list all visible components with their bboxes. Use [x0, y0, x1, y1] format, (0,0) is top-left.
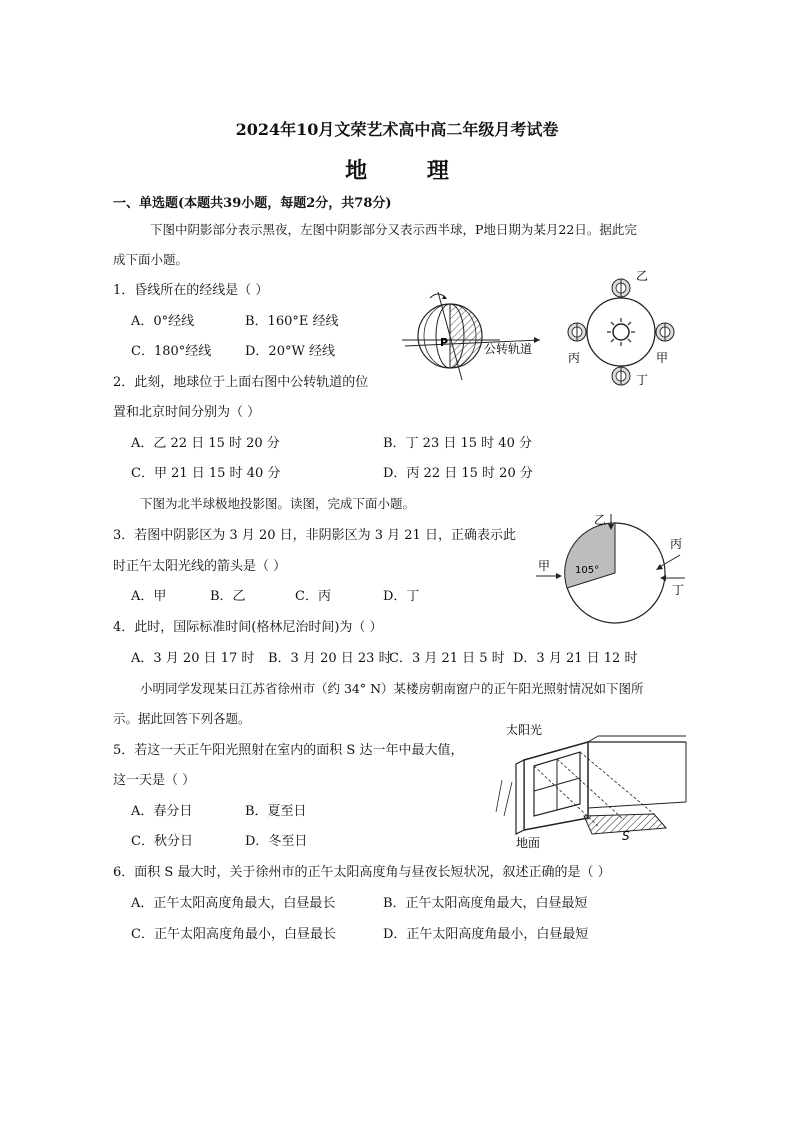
- q5-option-c: C．秋分日: [131, 834, 193, 849]
- q5-stem-line1: 5．若这一天正午阳光照射在室内的面积 S 达一年中最大值，: [113, 743, 464, 758]
- q2-option-c: C．甲 21 日 15 时 40 分: [131, 466, 281, 481]
- q5-stem-line2: 这一天是（ ）: [113, 773, 196, 788]
- globe-p-label: P: [440, 336, 449, 349]
- q2-option-a: A．乙 22 日 15 时 20 分: [131, 436, 280, 451]
- area-s-label: S: [622, 829, 630, 843]
- q5-option-b: B．夏至日: [245, 804, 307, 819]
- q3-stem-line1: 3．若图中阴影区为 3 月 20 日，非阴影区为 3 月 21 日，正确表示此: [113, 528, 516, 543]
- subject-title: 地 理: [345, 158, 475, 184]
- q5-option-d: D．冬至日: [245, 834, 308, 849]
- q5-option-a: A．春分日: [131, 804, 193, 819]
- group3-intro-line1: 小明同学发现某日江苏省徐州市（约 34° N）某楼房朝南窗户的正午阳光照射情况如下图所: [140, 681, 644, 696]
- q4-option-a: A．3 月 20 日 17 时: [131, 651, 255, 666]
- earth-position-jia: [656, 323, 674, 341]
- orbit-label-bing: 丙: [568, 351, 581, 365]
- q1-option-d: D．20°W 经线: [245, 344, 335, 359]
- polar-label-jia: 甲: [538, 559, 551, 573]
- q6-option-c: C．正午太阳高度角最小，白昼最长: [131, 927, 336, 942]
- q1-option-c: C．180°经线: [131, 344, 212, 359]
- group3-intro-line2: 示。据此回答下列各题。: [113, 711, 251, 726]
- q2-option-d: D．丙 22 日 15 时 20 分: [383, 466, 533, 481]
- orbit-label: 公转轨道: [484, 342, 533, 356]
- orbit-label-jia: 甲: [656, 351, 669, 365]
- q1-stem: 1．昏线所在的经线是（ ）: [113, 283, 269, 298]
- q3-stem-line2: 时正午太阳光线的箭头是（ ）: [113, 559, 287, 574]
- earth-position-ding: [612, 367, 630, 385]
- q1-option-b: B．160°E 经线: [245, 314, 339, 329]
- q4-option-c: C．3 月 21 日 5 时: [389, 651, 505, 666]
- q1-option-a: A．0°经线: [131, 314, 195, 329]
- exam-title: 2024年10月文荣艺术高中高二年级月考试卷: [235, 120, 559, 139]
- sunlight-label: 太阳光: [506, 723, 543, 737]
- q6-option-a: A．正午太阳高度角最大，白昼最长: [131, 896, 336, 911]
- polar-label-ding: 丁: [672, 583, 685, 597]
- q6-option-d: D．正午太阳高度角最小，白昼最短: [383, 927, 589, 942]
- orbit-label-yi: 乙: [636, 269, 649, 283]
- q4-option-d: D．3 月 21 日 12 时: [513, 651, 638, 666]
- q2-stem-line1: 2．此刻，地球位于上面右图中公转轨道的位: [113, 375, 369, 390]
- polar-label-yi: 乙: [594, 513, 607, 527]
- group1-intro-line1: 下图中阴影部分表示黑夜，左图中阴影部分又表示西半球，P地日期为某月22日。据此完: [150, 222, 637, 237]
- section-heading: 一、单选题(本题共39小题，每题2分，共78分): [113, 196, 392, 211]
- q3-option-a: A．甲: [131, 589, 167, 604]
- earth-position-bing: [568, 323, 586, 341]
- q4-stem: 4．此时，国际标准时间(格林尼治时间)为（ ）: [113, 620, 383, 635]
- earth-position-yi: [612, 279, 630, 297]
- q6-option-b: B．正午太阳高度角最大，白昼最短: [383, 896, 588, 911]
- orbit-figure: [556, 270, 696, 400]
- window-sunlight-figure: [496, 720, 691, 850]
- group1-intro-line2: 成下面小题。: [113, 252, 189, 267]
- polar-label-bing: 丙: [670, 537, 683, 551]
- polar-projection-figure: [530, 510, 700, 630]
- orbit-label-ding: 丁: [636, 373, 649, 387]
- q3-option-d: D．丁: [383, 589, 420, 604]
- q6-stem: 6．面积 S 最大时，关于徐州市的正午太阳高度角与昼夜长短状况，叙述正确的是（ ）: [113, 865, 611, 880]
- ground-label: 地面: [516, 836, 541, 850]
- angle-label: 105°: [575, 565, 600, 576]
- globe-figure: [400, 284, 550, 394]
- q2-option-b: B．丁 23 日 15 时 40 分: [383, 436, 532, 451]
- q2-stem-line2: 置和北京时间分别为（ ）: [113, 405, 261, 420]
- q3-option-b: B．乙: [210, 589, 246, 604]
- q3-option-c: C．丙: [295, 589, 331, 604]
- group2-intro: 下图为北半球极地投影图。读图，完成下面小题。: [140, 496, 416, 511]
- q4-option-b: B．3 月 20 日 23 时: [268, 651, 392, 666]
